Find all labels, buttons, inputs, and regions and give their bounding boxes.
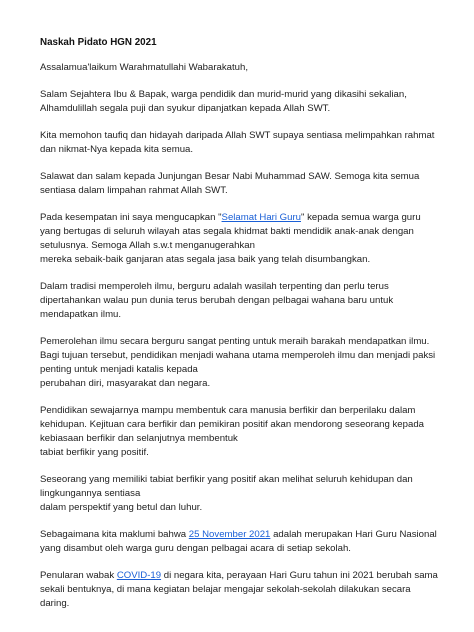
paragraph-line: Salawat dan salam kepada Junjungan Besar Nabi Muhammad SAW. Semoga kita semua: [40, 171, 420, 182]
paragraph-line: perubahan diri, masyarakat dan negara.: [40, 378, 211, 389]
paragraph-line: Penularan wabak COVID-19 di negara kita, perayaan Hari Guru tahun ini 2021 berubah sama: [40, 570, 438, 581]
paragraph-line: dipertahankan walau pun dunia terus berubah dengan pelbagai wahana baru untuk: [40, 295, 394, 306]
paragraph: [40, 528, 438, 556]
paragraph: [40, 170, 438, 198]
paragraph-line: dan nikmat-Nya kepada kita semua.: [40, 144, 194, 155]
paragraph-line: Assalamua'laikum Warahmatullahi Wabarakatuh,: [40, 62, 249, 73]
inline-link[interactable]: 25 November 2021: [188, 529, 271, 540]
paragraph: [40, 404, 438, 460]
paragraph-line: Salam Sejahtera Ibu & Bapak, warga pendidik dan murid-murid yang dikasihi sekalian,: [40, 89, 407, 100]
paragraph-line: lingkungannya sentiasa: [40, 488, 141, 499]
paragraph: [40, 61, 438, 75]
paragraph-line: Pada kesempatan ini saya mengucapkan "Selamat Hari Guru" kepada semua warga guru: [40, 212, 421, 223]
paragraph-line: kehidupan. Kejituan cara berfikir dan pemikiran positif akan mendorong seseorang kepada: [40, 419, 424, 430]
paragraph-line: mereka sebaik-baik ganjaran atas segala jasa baik yang telah disumbangkan.: [40, 254, 371, 265]
document-title: Naskah Pidato HGN 2021: [40, 37, 157, 48]
paragraph-line: Sebagaimana kita maklumi bahwa 25 November 2021 adalah merupakan Hari Guru Nasional: [40, 529, 437, 540]
paragraph-line: sekali bentuknya, di mana kegiatan belajar mengajar sekolah-sekolah dilakukan secara: [40, 584, 411, 595]
paragraph: [40, 473, 438, 515]
paragraph: [40, 569, 438, 611]
paragraph-line: sentiasa dalam limpahan rahmat Allah SWT.: [40, 185, 228, 196]
paragraph: [40, 280, 438, 322]
paragraph: [40, 129, 438, 157]
paragraph-line: Alhamdulillah segala puji dan syukur dipanjatkan kepada Allah SWT.: [40, 103, 331, 114]
paragraph-line: dalam perspektif yang betul dan luhur.: [40, 502, 203, 513]
inline-link[interactable]: Selamat Hari Guru: [221, 212, 301, 223]
paragraph-line: setulusnya. Semoga Allah s.w.t menganugerahkan: [40, 240, 255, 251]
paragraph-line: Dalam tradisi memperoleh ilmu, berguru adalah wasilah terpenting dan perlu terus: [40, 281, 389, 292]
paragraph-line: Pendidikan sewajarnya mampu membentuk cara manusia berfikir dan berperilaku dalam: [40, 405, 416, 416]
paragraph-line: Kita memohon taufiq dan hidayah daripada Allah SWT supaya sentiasa melimpahkan rahmat: [40, 130, 435, 141]
paragraph-line: Bagi tujuan tersebut, pendidikan menjadi wahana utama memperoleh ilmu dan menjadi paksi: [40, 350, 436, 361]
paragraph-line: mendapatkan ilmu.: [40, 309, 122, 320]
paragraph-line: yang disambut oleh warga guru dengan pelbagai acara di setiap sekolah.: [40, 543, 351, 554]
paragraph-line: penting untuk menjadi katalis kepada: [40, 364, 198, 375]
paragraph-line: daring.: [40, 598, 70, 609]
paragraph-line: Pemerolehan ilmu secara berguru sangat penting untuk meraih barakah mendapatkan ilmu.: [40, 336, 430, 347]
paragraph: [40, 211, 438, 267]
document-body: [40, 61, 438, 611]
paragraph: [40, 88, 438, 116]
paragraph-line: yang bertugas di seluruh wilayah atas segala khidmat bakti mendidik anak-anak dengan: [40, 226, 414, 237]
paragraph: [40, 335, 438, 391]
paragraph-line: Seseorang yang memiliki tabiat berfikir yang positif akan melihat seluruh kehidupan dan: [40, 474, 413, 485]
paragraph-line: kebiasaan berfikir dan selanjutnya membentuk: [40, 433, 238, 444]
inline-link[interactable]: COVID-19: [116, 570, 162, 581]
paragraph-line: tabiat berfikir yang positif.: [40, 447, 149, 458]
